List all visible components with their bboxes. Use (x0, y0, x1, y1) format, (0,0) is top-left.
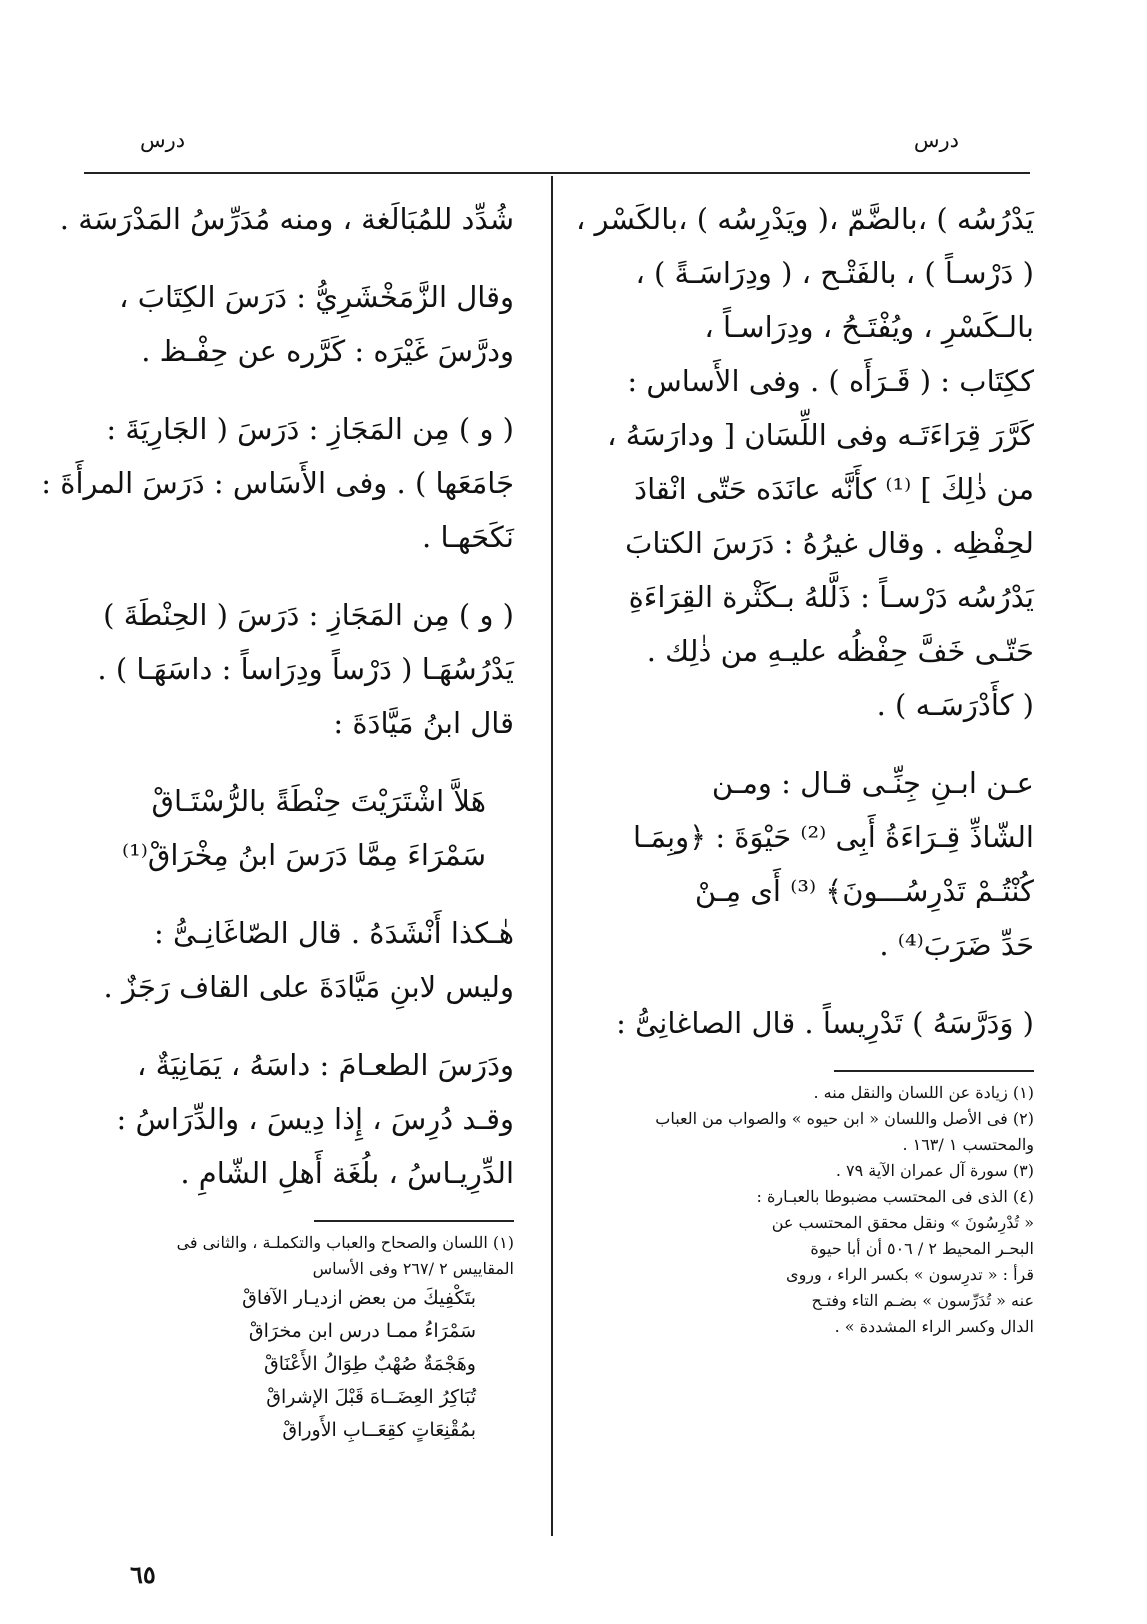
footnote-line: المقاييس ٢ /٢٦٧ وفى الأساس (312, 1259, 514, 1278)
footnote-verse: بمُقْنِعَاتٍ كقِعَــابِ الأَوراقْ (282, 1419, 476, 1441)
paragraph-gap (84, 564, 514, 588)
verse-line: هَلاَّ اشْتَرَيْتَ حِنْطَةً بالرُّسْتَـاقْ (151, 784, 486, 818)
body-line: قال ابنُ مَيَّادَةَ : (333, 706, 514, 740)
body-line: نَكَحَهـا . (422, 520, 514, 554)
footnote-line: « تُدْرِسُونَ » ونقل محقق المحتسب عن (771, 1213, 1034, 1232)
body-line: ( دَرْسـاً ) ، بالفَتْـح ، ( ودِرَاسَـةً ) ، (635, 256, 1034, 290)
body-line: ( وَدَرَّسَهُ ) تَدْرِيساً . قال الصاغانِىُّ : (616, 1006, 1034, 1040)
paragraph-gap (84, 882, 514, 906)
header-rule (84, 172, 1030, 174)
paragraph-gap (84, 246, 514, 270)
running-header-right: درس (913, 128, 959, 152)
footnote-line: الدال وكسر الراء المشددة » . (834, 1317, 1034, 1336)
body-line: حَتّـى خَفَّ حِفْظُه عليـهِ من ذٰلِك . (646, 634, 1034, 668)
page-number: ٦٥ (130, 1560, 156, 1589)
footnote-line: (٤) الذى فى المحتسب مضبوطا بالعبـارة : (756, 1187, 1034, 1206)
paragraph-gap (84, 750, 514, 774)
paragraph-gap (609, 732, 1034, 756)
verse-line: سَمْرَاءَ مِمَّا دَرَسَ ابنُ مِخْرَاقْ⁽¹⁾ (122, 838, 486, 872)
body-line: ( كأَدْرَسَـه ) . (876, 688, 1034, 722)
body-line: لحِفْظِه . وقال غيرُهُ : دَرَسَ الكتابَ (625, 526, 1034, 560)
body-line: ( و ) مِن المَجَازِ : دَرَسَ ( الحِنْطَةَ ) (103, 598, 514, 632)
body-line: يَدْرُسُه ) ،بالضَّمّ ،( ويَدْرِسُه ) ،بالكَسْر ، (575, 202, 1034, 236)
body-line: الدِّرِيـاسُ ، بلُغَة أَهلِ الشّامِ . (180, 1156, 514, 1190)
body-line: الشّاذِّ قِـرَاءَةُ أَبِى ⁽²⁾ حَيْوَةَ : ﴿وبِمَـا (632, 820, 1034, 854)
body-line: عـن ابـنِ جِنِّـى قـال : ومـن (711, 766, 1034, 800)
paragraph-gap (84, 378, 514, 402)
body-line: حَدِّ ضَرَبَ⁽⁴⁾ . (879, 928, 1034, 962)
footnote-line: قرأ : « تدرِسون » بكسر الراء ، وروى (786, 1265, 1034, 1284)
footnote-verse: تُبَاكِرُ العِضَــاهَ قَبْلَ الإشراقْ (266, 1386, 476, 1408)
footnote-line: (٢) فى الأصل واللسان « ابن حيوه » والصواب من العباب (655, 1109, 1034, 1128)
footnote-line: البحـر المحيط ٢ / ٥٠٦ أن أبا حيوة (810, 1239, 1034, 1258)
body-line: ( و ) مِن المَجَازِ : دَرَسَ ( الجَارِيَةَ : (106, 412, 514, 446)
left-column (41, 192, 514, 1447)
body-line: وليس لابنِ مَيَّادَةَ على القاف رَجَزٌ . (103, 970, 514, 1004)
footnote-line: (٣) سورة آل عمران الآية ٧٩ . (835, 1161, 1034, 1180)
paragraph-gap (609, 972, 1034, 996)
body-line: جَامَعَها ) . وفى الأَسَاس : دَرَسَ المرأَةَ : (41, 466, 514, 500)
footnote-verse: بتَكْفِيكَ من بعض ازديـار الآفاقْ (242, 1287, 476, 1309)
body-line: من ذٰلِكَ ] ⁽¹⁾ كأَنَّه عانَدَه حَتّى انْقادَ (634, 472, 1034, 506)
body-line: ككِتَاب : ( قَـرَأَه ) . وفى الأَساس : (627, 364, 1034, 398)
body-line: وقال الزَّمَخْشَرِيُّ : دَرَسَ الكِتَابَ ، (119, 280, 514, 314)
body-line: كَرَّرَ قِرَاءَتَـه وفى اللِّسَان [ ودارَسَهُ ، (607, 418, 1034, 452)
footnote-rule (314, 1220, 514, 1222)
running-header-left: درس (140, 128, 186, 152)
body-line: هٰـكذا أَنْشَدَهُ . قال الصّاغَانِـىُّ : (154, 916, 514, 950)
footnote-line: والمحتسب ١ /١٦٣ . (902, 1135, 1034, 1154)
footnote-line: عنه « تُدَرِّسون » بضـم التاء وفتـح (811, 1291, 1034, 1310)
paragraph-gap (84, 1014, 514, 1038)
body-line: وقـد دُرِسَ ، إِذا دِيسَ ، والدِّرَاسُ : (116, 1102, 514, 1136)
footnote-line: (١) زيادة عن اللسان والنقل منه . (813, 1083, 1034, 1102)
column-divider (551, 176, 553, 1536)
body-line: شُدِّد للمُبَالَغة ، ومنه مُدَرِّسُ المَدْرَسَة . (59, 202, 514, 236)
body-line: يَدْرُسُه دَرْسـاً : ذَلَّلهُ بـكَثْرة القِرَاءَةِ (628, 580, 1034, 614)
body-line: يَدْرُسُهَـا ( دَرْساً ودِرَاساً : داسَهَـا ) . (97, 652, 514, 686)
footnote-line: (١) اللسان والصحاح والعباب والتكملـة ، والثانى فى (176, 1233, 514, 1252)
body-line: بالـكَسْرِ ، ويُفْتَـحُ ، ودِرَاسـاً ، (704, 310, 1034, 344)
body-line: ودرَّسَ غَيْرَه : كَرَّره عن حِفْـظ . (141, 334, 514, 368)
footnote-verse: وهَجْمَةٌ صُهْبٌ طِوَالُ الأَعْنَاقْ (263, 1353, 476, 1375)
footnote-verse: سَمْرَاءُ ممـا درس ابن مخرَاقْ (248, 1320, 476, 1342)
body-line: كُنْتُـمْ تَدْرِسُـــونَ﴾ ⁽³⁾ أَى مِـنْ (694, 874, 1034, 908)
body-line: ودَرَسَ الطعـامَ : داسَهُ ، يَمَانِيَةٌ ، (137, 1048, 514, 1082)
footnote-rule (834, 1070, 1034, 1072)
right-column (575, 192, 1034, 1340)
